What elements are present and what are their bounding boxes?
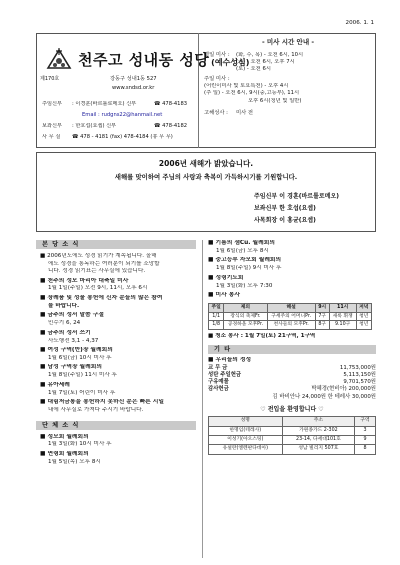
finance-row — [208, 372, 376, 379]
bullet-icon: ■ — [40, 253, 48, 259]
confession-label: 고해성사 : — [204, 109, 228, 116]
bullet-icon: ■ — [40, 312, 48, 319]
table-cell: 8 — [355, 445, 376, 454]
staff-name: : 이경훈(바르톨로메오) 신부 — [72, 101, 137, 107]
finance-value: 5,113,150원 — [343, 371, 376, 378]
bullet-icon: ■ — [40, 450, 48, 457]
table-header: 성명 — [209, 417, 283, 426]
issue-number: 제170호 — [40, 76, 60, 82]
parish-news-list — [36, 253, 196, 415]
table-cell: 이성기(아오스팅) — [209, 436, 283, 445]
news-line: 1월 3일(화) 10시 미사 후 — [48, 441, 112, 448]
news-item — [40, 382, 196, 397]
news-title: 천주의 성모 마리아 대축일 미사 — [47, 277, 129, 284]
finance-title: 우리들의 정성 — [215, 356, 252, 363]
table-cell: 8구 — [315, 321, 329, 330]
table-cell: 9.10구 — [329, 321, 356, 330]
new-year-message: 새해를 맞이하여 주님의 사랑과 축복이 가득하시기를 기원합니다. — [114, 173, 298, 182]
signature: 주임신부 이 경훈(바르톨로메오) — [253, 193, 339, 200]
confession — [204, 110, 372, 117]
right-column — [208, 240, 376, 455]
news-line: 1월 6일(금) 10시 미사 후 — [48, 354, 112, 361]
office-contact: ☎ 478 - 4181 (fax) 478-4184 (휴 무 무) — [72, 134, 173, 140]
bullet-icon: ■ — [208, 257, 216, 264]
table-header: 구역 — [355, 417, 376, 426]
bullet-icon: ■ — [40, 364, 48, 371]
weekday-line: (금) - 오전 6시, 오후 7시 — [236, 58, 295, 65]
bullet-icon: ■ — [208, 356, 216, 363]
news-line: 민수기 6, 24 — [48, 320, 81, 327]
news-line: 에도 성경을 통독하는 여러분이 되기를 소망합 — [48, 260, 160, 267]
news-line: 1월 6일(금) 오후 8시 — [216, 247, 269, 254]
table-header: 저녁 — [356, 303, 371, 312]
news-line: 1월 3일(화) 오후 7:30 — [216, 282, 273, 289]
news-line: 내에 사무실로 가져다 주시기 바랍니다. — [48, 406, 144, 413]
table-cell: 23-14, 다세대101호 — [282, 436, 355, 445]
group-news-header: 단 체 소 식 — [36, 421, 196, 430]
right-news-item — [208, 257, 376, 272]
table-row — [209, 321, 372, 330]
table-cell: 유설란(엘렌판다데아) — [209, 445, 283, 454]
finance-value: 김 바비안나 24,000원 한 테레사 30,000원 — [272, 393, 376, 400]
news-item — [40, 253, 196, 276]
news-line: 1월 1일(주일) 오전 9시, 11시, 오후 6시 — [48, 285, 148, 292]
finance-value: 박혜경(현비아) 200,000원 — [311, 386, 376, 393]
finance-row — [208, 394, 376, 401]
news-line: 사도행전 3,1 - 4,37 — [48, 337, 99, 344]
weekday-label: 평일 미사 : — [204, 51, 230, 58]
news-title: 성령기도회 — [215, 274, 244, 281]
news-item — [40, 312, 196, 327]
table-cell: 1/1 — [209, 312, 224, 321]
table-header: 9시 — [315, 303, 329, 312]
news-title: 장례품 및 성물 봉헌에 신자 분들의 많은 참여 — [47, 295, 163, 301]
finance-value: 9,701,570원 — [343, 379, 376, 386]
table-row — [209, 436, 376, 445]
sunday-label: 주일 미사 : — [204, 76, 230, 83]
misc-header: 기 타 — [208, 345, 376, 354]
table-row — [209, 426, 376, 435]
table-header: 제의 — [224, 303, 267, 312]
weekday-mass — [204, 52, 372, 73]
left-column — [36, 240, 196, 468]
finance-label: 성탄 주일헌금 — [208, 371, 242, 378]
news-item — [40, 399, 196, 414]
finance-label: 교 무 금 — [208, 364, 228, 371]
staff-phone: ☎ 478-4183 — [154, 101, 188, 107]
finance-value: 11,753,000원 — [339, 364, 376, 371]
table-cell: 가원종가드 2-302 — [282, 426, 355, 435]
mass-times — [204, 38, 372, 117]
welcome-title: ♡ 전입을 환영합니다 ♡ — [260, 405, 324, 413]
bullet-icon: ■ — [208, 274, 216, 281]
staff-row — [42, 101, 194, 112]
parish-logo — [44, 46, 74, 72]
signature: 보좌신부 한 호섭(요셉) — [253, 205, 316, 212]
confession-value: 미사 전 — [236, 109, 254, 116]
table-row — [209, 312, 372, 321]
staff-role: 보좌신부 — [42, 123, 63, 129]
bullet-icon: ■ — [40, 399, 48, 406]
new-year-box — [36, 152, 376, 232]
news-line: 1월 7일(토) 어린이 미사 후 — [48, 389, 116, 396]
news-line: 1월 8일(주일) 9시 미사 후 — [216, 265, 282, 272]
table-cell: 9 — [355, 436, 376, 445]
table-cell: 한명임(테레사) — [209, 426, 283, 435]
staff-name: : 한호섭(요셉) 신부 — [72, 123, 117, 129]
table-cell: 3 — [355, 426, 376, 435]
staff-role: 사 무 실 — [42, 134, 61, 140]
bullet-icon: ■ — [208, 240, 216, 246]
staff-role: 주임신부 — [42, 101, 63, 107]
bullet-icon: ■ — [40, 277, 48, 284]
table-cell: 장식의 축제Fr. — [224, 312, 267, 321]
mass-times-title: - 미사 시간 안내 - — [261, 38, 315, 46]
staff-row — [42, 112, 194, 123]
right-news-item — [208, 275, 376, 290]
news-title: 금주의 성서 말씀 구절 — [47, 312, 104, 319]
table-cell: 천사들의 모후Pr. — [267, 321, 315, 330]
sunday-mass — [204, 76, 372, 105]
sunday-line: 오후 6시(청년 및 일반) — [248, 97, 302, 104]
table-cell: 성남 빌리지 507호 — [282, 445, 355, 454]
news-title: 여성 구역(반)장 월례회의 — [47, 347, 113, 354]
bullet-icon: ■ — [40, 433, 48, 440]
finance-row — [208, 365, 376, 372]
news-item — [40, 330, 196, 345]
staff-row — [42, 134, 194, 145]
parish-tagline: (예수성심) — [211, 58, 250, 67]
news-title: 중고등부 자모회 월례회의 — [215, 257, 282, 264]
staff-phone: ☎ 478-4182 — [154, 123, 188, 129]
finance-block — [208, 357, 376, 401]
news-line: 1월 5일(목) 오후 8시 — [48, 458, 101, 465]
table-cell: 새룩 휘쟁 — [329, 312, 356, 321]
news-item — [40, 295, 196, 310]
group-news-list — [36, 434, 196, 467]
welcome-table — [208, 416, 376, 455]
bullet-icon: ■ — [40, 347, 48, 354]
news-line: 1월 8일(주일) 11시 미사 후 — [48, 372, 117, 379]
right-news-item — [208, 292, 376, 300]
table-header-row — [209, 303, 372, 312]
priest-email[interactable]: Email : rudgns22@hanmail.net — [82, 112, 163, 118]
news-title: 남성 구역장 월례회의 — [47, 364, 102, 371]
table-row — [209, 445, 376, 454]
table-cell: 청년 — [356, 321, 371, 330]
news-item — [40, 451, 196, 466]
news-title: 대림저금통을 봉헌하지 못하신 분은 빠른 시일 — [47, 399, 164, 406]
news-line: 2006년도에도 성경 읽기가 계속됩니다. 올해 — [47, 253, 157, 259]
parish-news-header: 본 당 소 식 — [36, 240, 196, 249]
finance-label: 감사헌금 — [208, 386, 229, 393]
bullet-icon: ■ — [40, 329, 48, 336]
bullet-icon: ■ — [208, 333, 216, 340]
table-header: 주소 — [282, 417, 355, 426]
table-cell: 7구 — [315, 312, 329, 321]
news-item — [40, 434, 196, 449]
table-header-row — [209, 417, 376, 426]
right-news-item — [208, 240, 376, 255]
parish-website[interactable]: www.sndsd.or.kr — [112, 85, 155, 91]
bullet-icon: ■ — [208, 292, 216, 299]
issue-date: 2006. 1. 1 — [345, 20, 374, 26]
mass-service-table — [208, 303, 372, 330]
news-title: 기름의 샘Cu. 월례회의 — [215, 240, 275, 246]
signatures — [254, 191, 339, 227]
new-year-title: 2006년 새해가 밝았습니다. — [158, 159, 254, 168]
news-title: 연령회 월례회의 — [47, 450, 89, 457]
news-item — [40, 347, 196, 362]
news-title: 성모회 월례회의 — [47, 433, 89, 440]
news-title: 유아세례 — [47, 381, 70, 388]
bullet-icon: ■ — [40, 381, 48, 388]
news-title: 금주의 성서 쓰기 — [47, 329, 91, 336]
table-cell: 구세주의 어머니Pr. — [267, 312, 315, 321]
table-cell: 청년 — [356, 312, 371, 321]
bullet-icon: ■ — [40, 295, 48, 301]
column-divider — [202, 240, 203, 558]
table-header: 11시 — [329, 303, 356, 312]
sunday-line: (어린이미사 및 토요특전) - 오후 4시 — [204, 83, 289, 90]
table-cell: 공경하올 모후Pr. — [224, 321, 267, 330]
news-item — [40, 278, 196, 293]
weekday-line: (토) - 오전 6시 — [236, 66, 271, 73]
news-line: 니다. 성경 읽기표는 사무실에 있습니다. — [48, 268, 146, 275]
finance-label: 구유예물 — [208, 379, 229, 386]
news-title: 미사 봉사 — [215, 292, 240, 299]
finance-row — [208, 386, 376, 393]
staff-list — [42, 101, 194, 145]
parish-address: 강동구 성내1동 527 — [110, 76, 157, 82]
table-header: 주일 — [209, 303, 224, 312]
table-cell: 1/8 — [209, 321, 224, 330]
staff-row — [42, 123, 194, 134]
news-line: 를 바랍니다. — [48, 302, 80, 309]
news-item — [40, 364, 196, 379]
signature: 사목회장 이 홍균(요셉) — [253, 217, 316, 224]
table-header: 해설 — [267, 303, 315, 312]
sunday-line: (주 일) - 오전 6시, 9시(중,고등부), 11시 — [204, 90, 300, 97]
cleaning-service: 청소 봉사 : 1월 7일(토) 21구역, 1구역 — [215, 333, 316, 340]
parish-name: 천주고 성내동 성당 — [78, 51, 210, 69]
weekday-line: (화, 수, 목) - 오전 6시, 10시 — [236, 51, 304, 58]
